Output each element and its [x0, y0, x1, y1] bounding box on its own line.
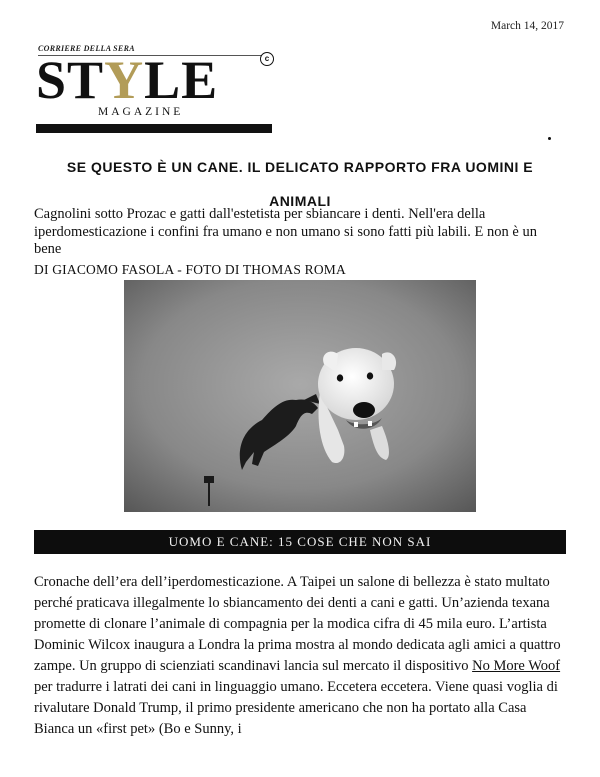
- article-photo-dog: [124, 280, 476, 512]
- article-title: SE QUESTO È UN CANE. IL DELICATO RAPPORTO FRA UOMINI E ANIMALI: [66, 159, 534, 209]
- article-body: Cronache dell’era dell’iperdomesticazione. A Taipei un salone di bellezza è stato multato perché praticava illegalmente lo sbiancamento dei denti a cani e gatti. Un’azienda texana promette di clonare l’animale di compagnia per la modica cifra di 45 mila euro. L’artista Dominic Wilcox inaugura a Londra la prima mostra al mondo dedicata agli amici a quattro zampe. Un gruppo di scienziati scandinavi lancia sul mercato il dispositivo No More Woof per tradurre i latrati dei cani in linguaggio umano. Eccetera eccetera. Viene quasi voglia di rivalutare Donald Trump, il primo presidente americano che non ha portato alla Casa Bianca un «first pet» (Bo e Sunny, i: [34, 574, 561, 737]
- logo-wordmark: STYLE: [36, 50, 219, 110]
- copyright-icon: c: [260, 52, 274, 66]
- publication-date: March 14, 2017: [490, 20, 564, 32]
- article-subtitle: Cagnolini sotto Prozac e gatti dall'estetista per sbiancare i denti. Nell'era della iperdomesticazione i confini fra umano e non umano si sono fatti più labili. E non è un bene: [34, 206, 537, 257]
- logo-publisher-text: CORRIERE DELLA SERA: [38, 44, 135, 53]
- style-magazine-logo[interactable]: [36, 44, 276, 136]
- logo-bar: [36, 124, 272, 133]
- no-more-woof-link[interactable]: No More Woof: [472, 658, 561, 674]
- related-article-banner[interactable]: UOMO E CANE: 15 COSE CHE NON SAI: [34, 530, 566, 554]
- decorative-dot: [548, 137, 551, 140]
- logo-magazine-label: MAGAZINE: [98, 106, 184, 118]
- article-byline: DI GIACOMO FASOLA - FOTO DI THOMAS ROMA: [34, 262, 346, 277]
